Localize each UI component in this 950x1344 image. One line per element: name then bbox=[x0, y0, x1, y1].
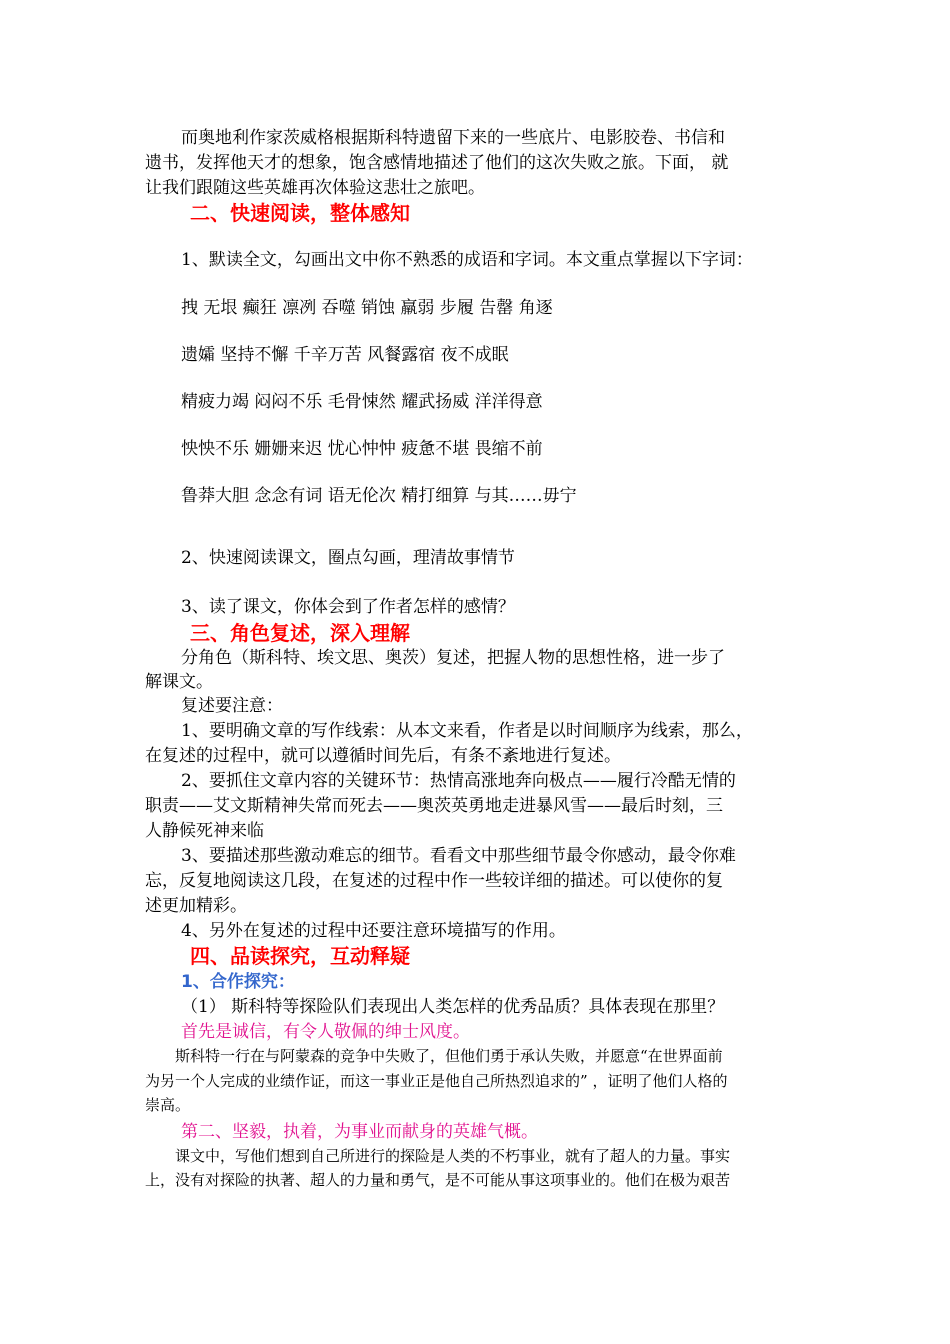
answer-1-line-1: 斯科特一行在与阿蒙森的竞争中失败了，但他们勇于承认失败，并愿意“在世界面前 bbox=[175, 1047, 723, 1065]
section3-n1-line-1: 1、要明确文章的写作线索：从本文来看，作者是以时间顺序为线索，那么， bbox=[181, 721, 753, 741]
section3-n1-line-2: 在复述的过程中，就可以遵循时间先后，有条不紊地进行复述。 bbox=[145, 746, 621, 766]
section2-item-1: 1、默读全文，勾画出文中你不熟悉的成语和字词。本文重点掌握以下字词： bbox=[181, 250, 753, 270]
section3-n4: 4、另外在复述的过程中还要注意环境描写的作用。 bbox=[181, 921, 566, 941]
intro-line-3: 让我们跟随这些英雄再次体验这悲壮之旅吧。 bbox=[145, 178, 485, 198]
vocab-line-1: 拽 无垠 癫狂 凛冽 吞噬 销蚀 羸弱 步履 告罄 角逐 bbox=[181, 298, 553, 318]
vocab-line-3: 精疲力竭 闷闷不乐 毛骨悚然 耀武扬威 洋洋得意 bbox=[181, 392, 543, 412]
section-heading-4: 四、品读探究，互动释疑 bbox=[190, 944, 410, 968]
section3-p1-line-2: 解课文。 bbox=[145, 672, 213, 692]
section-heading-2: 二、快速阅读，整体感知 bbox=[190, 201, 410, 225]
vocab-line-2: 遗孀 坚持不懈 千辛万苦 风餐露宿 夜不成眠 bbox=[181, 345, 509, 365]
section3-n3-line-1: 3、要描述那些激动难忘的细节。看看文中那些细节最令你感动，最令你难 bbox=[181, 846, 736, 866]
vocab-line-5: 鲁莽大胆 念念有词 语无伦次 精打细算 与其……毋宁 bbox=[181, 486, 577, 506]
section3-n2-line-2: 职责——艾文斯精神失常而死去——奥茨英勇地走进暴风雪——最后时刻，三 bbox=[145, 796, 723, 816]
section2-item-2: 2、快速阅读课文，圈点勾画，理清故事情节 bbox=[181, 548, 515, 568]
answer-1-line-3: 崇高。 bbox=[145, 1096, 191, 1114]
section3-n2-line-1: 2、要抓住文章内容的关键环节：热情高涨地奔向极点——履行冷酷无情的 bbox=[181, 771, 736, 791]
section2-item-3: 3、读了课文，你体会到了作者怎样的感情？ bbox=[181, 597, 515, 617]
answer-1-title: 首先是诚信，有令人敬佩的绅士风度。 bbox=[181, 1022, 470, 1042]
section3-n2-line-3: 人静候死神来临 bbox=[145, 821, 264, 841]
section3-n3-line-3: 述更加精彩。 bbox=[145, 896, 247, 916]
section4-question-1: （1） 斯科特等探险队们表现出人类怎样的优秀品质？具体表现在那里？ bbox=[181, 997, 725, 1017]
answer-2-line-1: 课文中，写他们想到自己所进行的探险是人类的不朽事业，就有了超人的力量。事实 bbox=[175, 1147, 731, 1165]
section-heading-3: 三、角色复述，深入理解 bbox=[190, 621, 410, 645]
section3-note: 复述要注意： bbox=[181, 696, 283, 716]
intro-line-2: 遗书，发挥他天才的想象，饱含感情地描述了他们的这次失败之旅。下面， 就 bbox=[145, 153, 729, 173]
section3-n3-line-2: 忘，反复地阅读这几段，在复述的过程中作一些较详细的描述。可以使你的复 bbox=[145, 871, 723, 891]
section4-subheading-1: 1、合作探究： bbox=[181, 972, 295, 992]
answer-1-line-2: 为另一个人完成的业绩作证，而这一事业正是他自己所热烈追求的” ，证明了他们人格的 bbox=[145, 1072, 728, 1090]
answer-2-line-2: 上，没有对探险的执著、超人的力量和勇气，是不可能从事这项事业的。他们在极为艰苦 bbox=[145, 1171, 731, 1189]
vocab-line-4: 怏怏不乐 姗姗来迟 忧心忡忡 疲惫不堪 畏缩不前 bbox=[181, 439, 543, 459]
answer-2-title: 第二、坚毅，执着，为事业而献身的英雄气概。 bbox=[181, 1122, 538, 1142]
intro-line-1: 而奥地利作家茨威格根据斯科特遗留下来的一些底片、电影胶卷、书信和 bbox=[181, 128, 725, 148]
section3-p1-line-1: 分角色（斯科特、埃文思、奥茨）复述，把握人物的思想性格，进一步了 bbox=[181, 648, 725, 668]
